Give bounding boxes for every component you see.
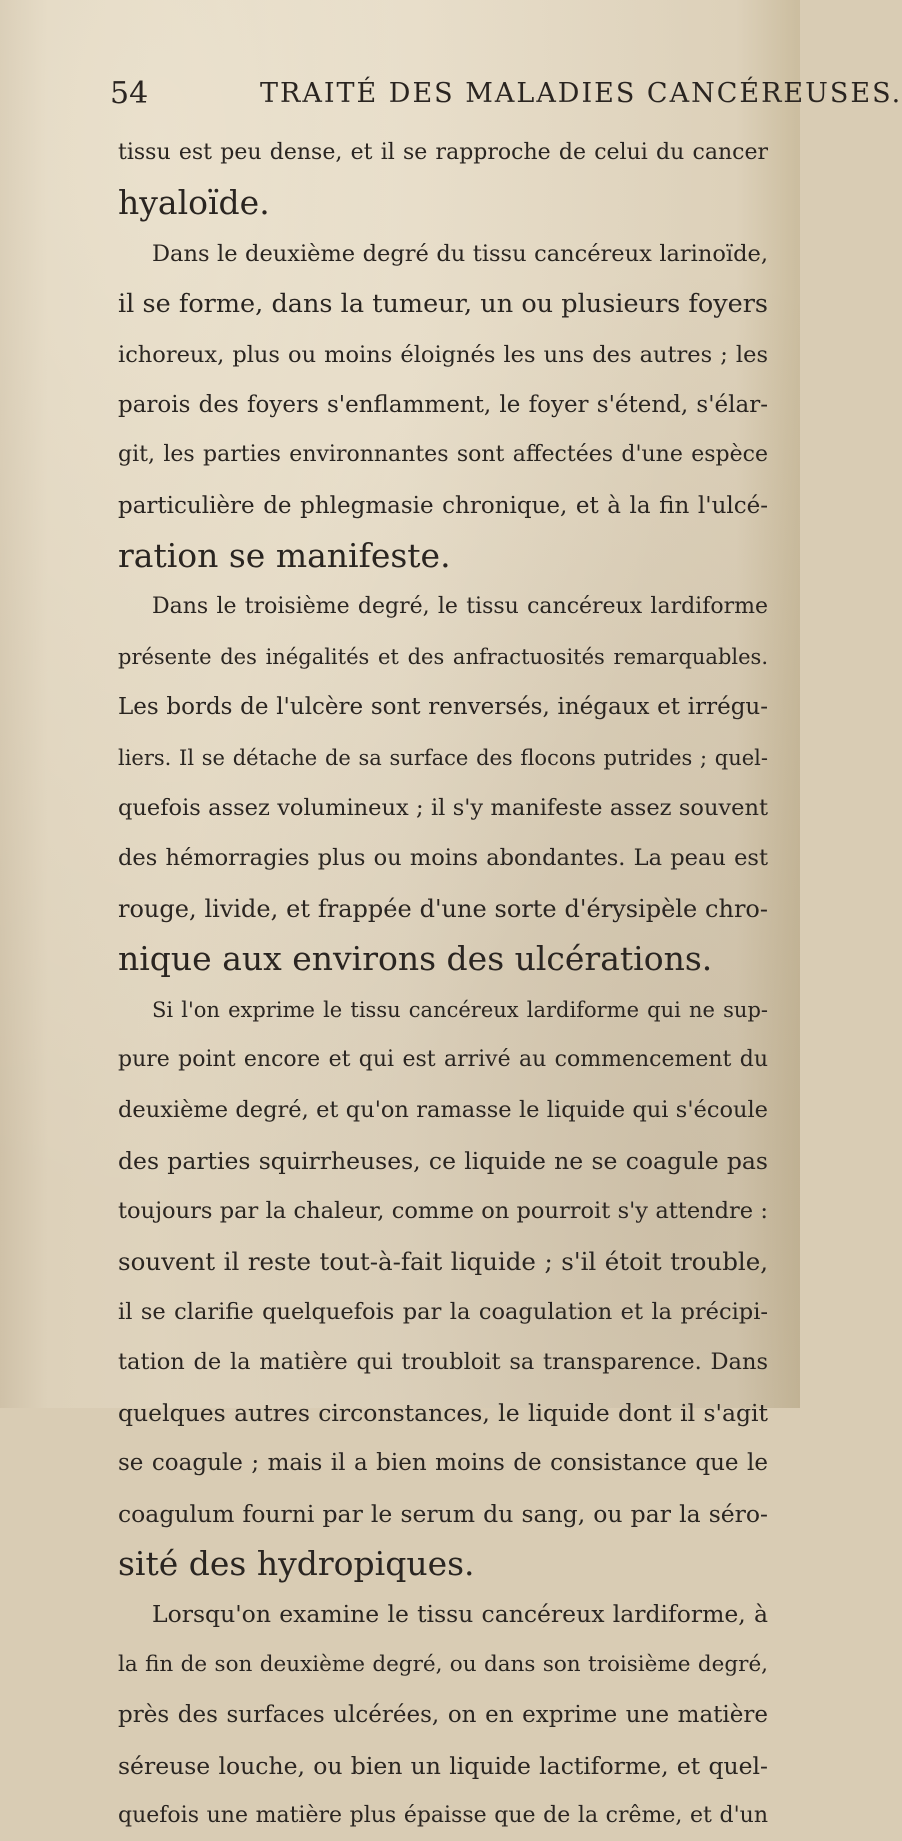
text-line: souvent il reste tout-à-fait liquide ; s'il étoit trouble, (118, 1246, 768, 1276)
text-line: séreuse louche, ou bien un liquide lactiforme, et quel- (118, 1751, 768, 1780)
text-line: Si l'on exprime le tissu cancéreux lardiforme qui ne sup- (152, 997, 768, 1022)
text-line: sité des hydropiques. (118, 1543, 475, 1583)
text-line: tissu est peu dense, et il se rapproche de celui du cancer (118, 140, 768, 165)
page-number: 54 (110, 76, 149, 111)
body-text (118, 128, 768, 1841)
text-line: près des surfaces ulcérées, on en exprime une matière (118, 1702, 768, 1729)
text-line: la fin de son deuxième degré, ou dans son troisième degré, (118, 1651, 768, 1677)
text-line: deuxième degré, et qu'on ramasse le liquide qui s'écoule (118, 1097, 768, 1124)
text-line: parois des foyers s'enflamment, le foyer s'étend, s'élar- (118, 391, 768, 418)
running-title: TRAITÉ DES MALADIES CANCÉREUSES. (260, 78, 902, 109)
text-line: quefois assez volumineux ; il s'y manifeste assez souvent (118, 795, 768, 822)
text-line: Les bords de l'ulcère sont renversés, inégaux et irrégu- (118, 694, 768, 721)
text-line: rouge, livide, et frappée d'une sorte d'érysipèle chro- (118, 894, 768, 923)
text-line: des hémorragies plus ou moins abondantes. La peau est (118, 845, 768, 872)
text-line: git, les parties environnantes sont affectées d'une espèce (118, 442, 768, 468)
page-header (110, 76, 902, 116)
text-line: Lorsqu'on examine le tissu cancéreux lardiforme, à (152, 1600, 768, 1629)
text-line: Dans le deuxième degré du tissu cancéreux larinoïde, (152, 240, 768, 267)
text-line: quelques autres circonstances, le liquide dont il s'agit (118, 1398, 768, 1427)
text-line: ration se manifeste. (118, 536, 451, 576)
text-line: nique aux environs des ulcérations. (118, 939, 713, 979)
text-line: particulière de phlegmasie chronique, et à la fin l'ulcé- (118, 492, 768, 519)
text-line: des parties squirrheuses, ce liquide ne se coagule pas (118, 1146, 768, 1175)
text-line: présente des inégalités et des anfractuosités remarquables. (118, 644, 768, 669)
text-line: il se forme, dans la tumeur, un ou plusieurs foyers (118, 289, 768, 320)
text-line: toujours par la chaleur, comme on pourroit s'y attendre : (118, 1198, 768, 1225)
text-line: ichoreux, plus ou moins éloignés les uns des autres ; les (118, 341, 768, 368)
text-line: coagulum fourni par le serum du sang, ou par la séro- (118, 1499, 768, 1528)
text-line: liers. Il se détache de sa surface des flocons putrides ; quel- (118, 745, 768, 770)
text-line: hyaloïde. (118, 183, 270, 223)
text-line: il se clarifie quelquefois par la coagulation et la précipi- (118, 1298, 768, 1325)
text-line: Dans le troisième degré, le tissu cancéreux lardiforme (152, 593, 768, 619)
text-line: quefois une matière plus épaisse que de la crême, et d'un (118, 1802, 768, 1828)
text-line: se coagule ; mais il a bien moins de consistance que le (118, 1450, 768, 1477)
text-line: tation de la matière qui troubloit sa transparence. Dans (118, 1349, 768, 1376)
text-line: pure point encore et qui est arrivé au commencement du (118, 1047, 768, 1073)
